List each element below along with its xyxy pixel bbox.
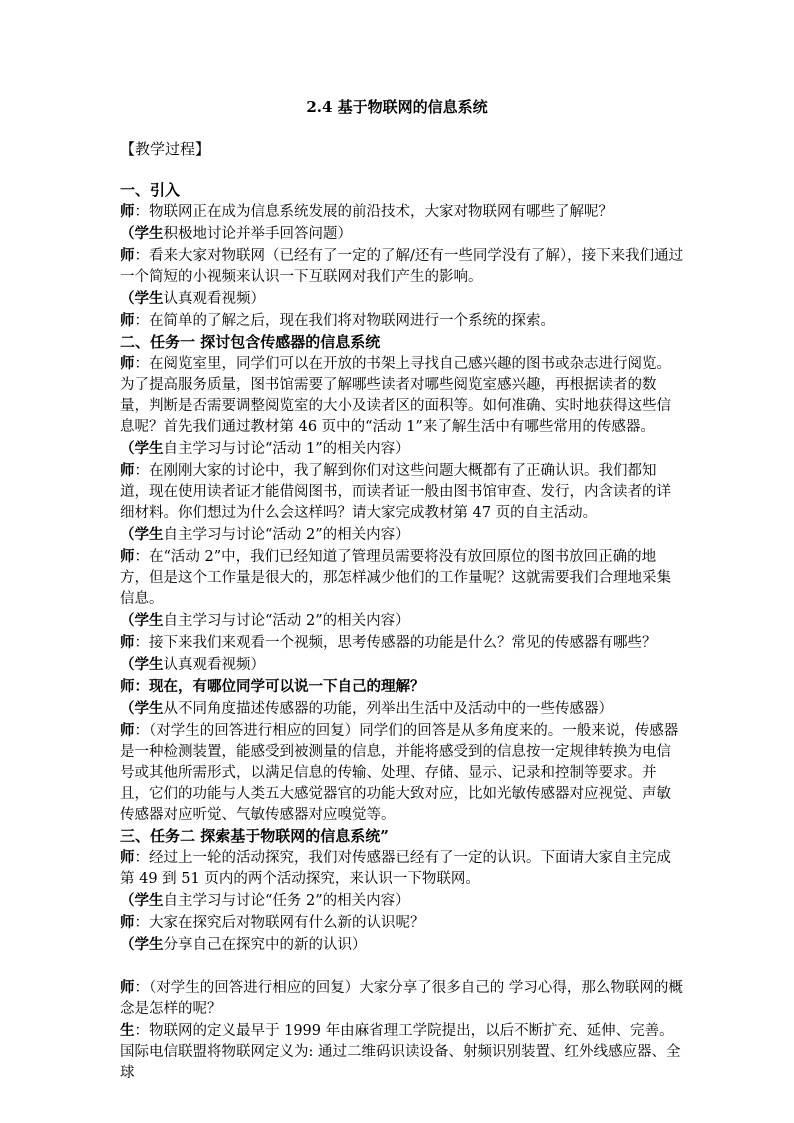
speaker-label: （学生 [120,225,164,242]
line-text: 认真观看视频） [163,291,265,307]
paragraph: 国际电信联盟将物联网定义为: 通过二维码识读设备、射频识别装置、红外线感应器、全球 [120,1044,681,1081]
teacher-line [120,847,685,890]
speaker-label: 师 [120,355,135,372]
speaker-label: 师 [120,914,135,931]
teacher-line [120,632,685,654]
section-label: 【教学过程】 [120,140,211,158]
teacher-line [120,1020,685,1042]
speaker-label: （学生 [120,656,164,673]
line-text: 自主学习与讨论“活动 2”的相关内容） [163,527,410,543]
line-text: ：在刚刚大家的讨论中，我了解到你们对这些问题大概都有了正确认识。我们都知道，现在使用读者证才能借阅图书，而读者证一般由图书馆审查、发行，内含读者的详细材料。你们想过为什么会这样吗？请大家完成教材第 47 页的自主活动。 [120,463,671,521]
speaker-label: 师 [120,203,135,220]
teacher-line [120,201,685,223]
speaker-label: （学生 [120,700,164,717]
line-text: 认真观看视频） [163,657,265,673]
document-body [120,180,685,1084]
line-text: ：在“活动 2”中，我们已经知道了管理员需要将没有放回原位的图书放回正确的地方，但是这个工作量是很大的，那怎样减少他们的工作量呢？这就需要我们合理地采集信息。 [120,549,671,607]
student-line [120,288,685,310]
section-heading: 一、引入 [120,181,181,199]
section-heading: 三、任务二 探索基于物联网的信息系统” [120,827,389,845]
line-text: ：大家在探究后对物联网有什么新的认识呢？ [134,915,425,931]
document-title: 2.4 基于物联网的信息系统 [306,98,488,116]
teacher-line [120,353,685,438]
student-line [120,698,685,720]
teacher-line [120,676,685,698]
speaker-label: 师 [120,247,135,264]
speaker-label: 师 [120,462,135,479]
student-line [120,890,685,912]
speaker-label: 师 [120,548,135,565]
teacher-line [120,912,685,934]
line-text: ：现在，有哪位同学可以说一下自己的理解？ [134,678,425,695]
line-text: ：在阅览室里，同学们可以在开放的书架上寻找自己感兴趣的图书或杂志进行阅览。为了提高服务质量，图书馆需要了解哪些读者对哪些阅览室感兴趣，再根据读者的数量，判断是否需要调整阅览室的大小及读者区的面积等。如何准确、实时地获得这些信息呢？首先我们通过教材第 46 页中的“活动 1”来了解生活中有哪些常用的传感器。 [120,356,671,435]
speaker-label: （学生 [120,612,164,629]
line-text: 自主学习与讨论“活动 2”的相关内容） [163,613,410,629]
line-text: ：（对学生的回答进行相应的回复）大家分享了很多自己的 学习心得，那么物联网的概念是怎样的呢？ [120,980,683,1017]
student-line [120,934,685,956]
line-text: ：（对学生的回答进行相应的回复）同学们的回答是从多角度来的。一般来说，传感器是一种检测装置，能感受到被测量的信息，并能将感受到的信息按一定规律转换为电信号或其他所需形式，以满足信息的传输、处理、存储、显示、记录和控制等要求。并且，它们的功能与人类五大感觉器官的功能大致对应，比如光敏传感器对应视觉、声敏传感器对应听觉、气敏传感器对应嗅觉等。 [120,723,679,823]
speaker-label: 师 [120,678,135,695]
teacher-line [120,546,685,610]
speaker-label: 师 [120,849,135,866]
line-text: ：经过上一轮的活动探究，我们对传感器已经有了一定的认识。下面请大家自主完成第 49 到 51 页内的两个活动探究，来认识一下物联网。 [120,850,671,887]
line-text: 从不同角度描述传感器的功能，列举出生活中及活动中的一些传感器） [163,701,613,717]
speaker-label: （学生 [120,936,164,953]
line-text: 分享自己在探究中的新的认识） [163,937,367,953]
speaker-label: （学生 [120,526,164,543]
teacher-line [120,720,685,826]
speaker-label: 师 [120,634,135,651]
student-line [120,438,685,460]
line-text: ：看来大家对物联网（已经有了一定的了解/还有一些同学没有了解），接下来我们通过一个简短的小视频来认识一下互联网对我们产生的影响。 [120,248,684,285]
line-text: 自主学习与讨论“活动 1”的相关内容） [163,441,410,457]
line-text: ：接下来我们来观看一个视频，思考传感器的功能是什么？常见的传感器有哪些？ [134,635,657,651]
section-heading: 二、任务一 探讨包含传感器的信息系统 [120,333,381,351]
blank-line [120,956,685,977]
line-text: ：物联网正在成为信息系统发展的前沿技术，大家对物联网有哪些了解呢？ [134,204,613,220]
speaker-label: 师 [120,312,135,329]
line-text: ：物联网的定义最早于 1999 年由麻省理工学院提出，以后不断扩充、延伸、完善。 [134,1023,674,1039]
speaker-label: 师 [120,722,135,739]
teacher-line [120,245,685,288]
student-line [120,654,685,676]
speaker-label: （学生 [120,892,164,909]
student-line [120,223,685,245]
speaker-label: 生 [120,1022,135,1039]
student-line [120,524,685,546]
line-text: ：在简单的了解之后，现在我们将对物联网进行一个系统的探索。 [134,313,555,329]
student-line [120,610,685,632]
teacher-line [120,460,685,524]
speaker-label: （学生 [120,290,164,307]
teacher-line [120,310,685,332]
line-text: 积极地讨论并举手回答问题） [163,226,352,242]
speaker-label: 师 [120,979,135,996]
line-text: 自主学习与讨论“任务 2”的相关内容） [163,893,410,909]
speaker-label: （学生 [120,440,164,457]
teacher-line [120,977,685,1020]
